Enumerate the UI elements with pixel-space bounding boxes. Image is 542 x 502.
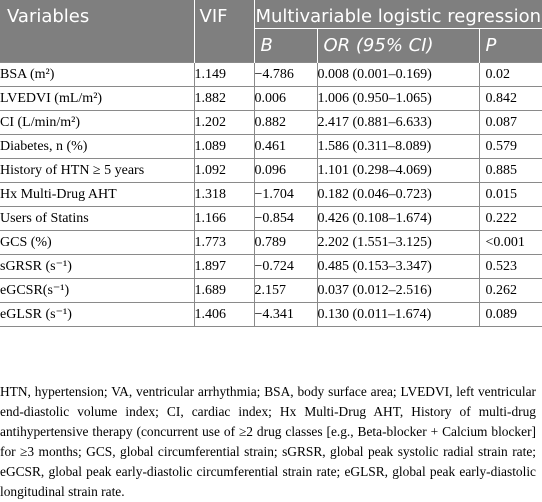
cell-or: 0.037 (0.012–2.516) (317, 279, 479, 303)
cell-p: 0.523 (479, 255, 542, 279)
cell-or: 1.006 (0.950–1.065) (317, 87, 479, 111)
cell-variable: LVEDVI (mL/m²) (0, 87, 194, 111)
cell-or: 0.426 (0.108–1.674) (317, 207, 479, 231)
cell-variable: Hx Multi-Drug AHT (0, 183, 194, 207)
table-footnote: HTN, hypertension; VA, ventricular arrhythmia; BSA, body surface area; LVEDVI, left ventricular end-diastolic volume index; CI, cardiac index; Hx Multi-Drug AHT, History of multi-drug antihypertensive therapy (concurrent use of ≥2 drug classes [e.g., Beta-blocker + Calcium blocker] for ≥3 months; GCS, global circumferential strain; sGRSR, global peak systolic radial strain rate; eGCSR, global peak early-diastolic circumferential strain rate; eGLSR, global peak early-diastolic longitudinal strain rate. (0, 384, 536, 499)
table-row (0, 87, 542, 111)
cell-p: 0.579 (479, 135, 542, 159)
cell-vif: 1.149 (194, 63, 254, 87)
cell-b: −4.341 (254, 303, 317, 327)
header-p: P (479, 29, 542, 63)
table-row (0, 111, 542, 135)
cell-vif: 1.882 (194, 87, 254, 111)
cell-or: 2.202 (1.551–3.125) (317, 231, 479, 255)
cell-vif: 1.318 (194, 183, 254, 207)
cell-vif: 1.406 (194, 303, 254, 327)
cell-b: 2.157 (254, 279, 317, 303)
header-group-line1: Multivariable logistic (255, 6, 442, 27)
cell-variable: BSA (m²) (0, 63, 194, 87)
table-row (0, 63, 542, 87)
cell-b: 0.789 (254, 231, 317, 255)
cell-vif: 1.202 (194, 111, 254, 135)
cell-b: −0.854 (254, 207, 317, 231)
table-header (0, 0, 542, 63)
table-body (0, 63, 542, 327)
cell-variable: sGRSR (s⁻¹) (0, 255, 194, 279)
cell-p: <0.001 (479, 231, 542, 255)
cell-variable: GCS (%) (0, 231, 194, 255)
table-row (0, 183, 542, 207)
cell-variable: CI (L/min/m²) (0, 111, 194, 135)
cell-b: 0.096 (254, 159, 317, 183)
cell-or: 2.417 (0.881–6.633) (317, 111, 479, 135)
header-multivariable-group (254, 0, 542, 29)
cell-variable: Diabetes, n (%) (0, 135, 194, 159)
cell-variable: Users of Statins (0, 207, 194, 231)
table-row (0, 207, 542, 231)
header-vif: VIF (194, 0, 254, 63)
cell-vif: 1.092 (194, 159, 254, 183)
header-variables: Variables (0, 0, 194, 63)
cell-p: 0.262 (479, 279, 542, 303)
table-row (0, 159, 542, 183)
cell-or: 0.130 (0.011–1.674) (317, 303, 479, 327)
cell-or: 0.485 (0.153–3.347) (317, 255, 479, 279)
cell-p: 0.089 (479, 303, 542, 327)
cell-p: 0.02 (479, 63, 542, 87)
cell-vif: 1.897 (194, 255, 254, 279)
cell-or: 1.101 (0.298–4.069) (317, 159, 479, 183)
cell-vif: 1.689 (194, 279, 254, 303)
cell-b: 0.461 (254, 135, 317, 159)
cell-b: −4.786 (254, 63, 317, 87)
cell-b: 0.882 (254, 111, 317, 135)
cell-b: 0.006 (254, 87, 317, 111)
header-or: OR (95% CI) (317, 29, 479, 63)
cell-b: −1.704 (254, 183, 317, 207)
table-row (0, 231, 542, 255)
table-row (0, 279, 542, 303)
cell-or: 0.182 (0.046–0.723) (317, 183, 479, 207)
table-row (0, 255, 542, 279)
cell-p: 0.842 (479, 87, 542, 111)
header-group-line2: regression (447, 6, 542, 27)
cell-vif: 1.089 (194, 135, 254, 159)
cell-p: 0.222 (479, 207, 542, 231)
cell-p: 0.087 (479, 111, 542, 135)
cell-variable: eGLSR (s⁻¹) (0, 303, 194, 327)
cell-vif: 1.166 (194, 207, 254, 231)
table-row (0, 135, 542, 159)
cell-p: 0.015 (479, 183, 542, 207)
cell-variable: eGCSR(s⁻¹) (0, 279, 194, 303)
header-b: B (254, 29, 317, 63)
cell-or: 1.586 (0.311–8.089) (317, 135, 479, 159)
cell-variable: History of HTN ≥ 5 years (0, 159, 194, 183)
cell-p: 0.885 (479, 159, 542, 183)
cell-or: 0.008 (0.001–0.169) (317, 63, 479, 87)
cell-b: −0.724 (254, 255, 317, 279)
table-row (0, 303, 542, 327)
cell-vif: 1.773 (194, 231, 254, 255)
